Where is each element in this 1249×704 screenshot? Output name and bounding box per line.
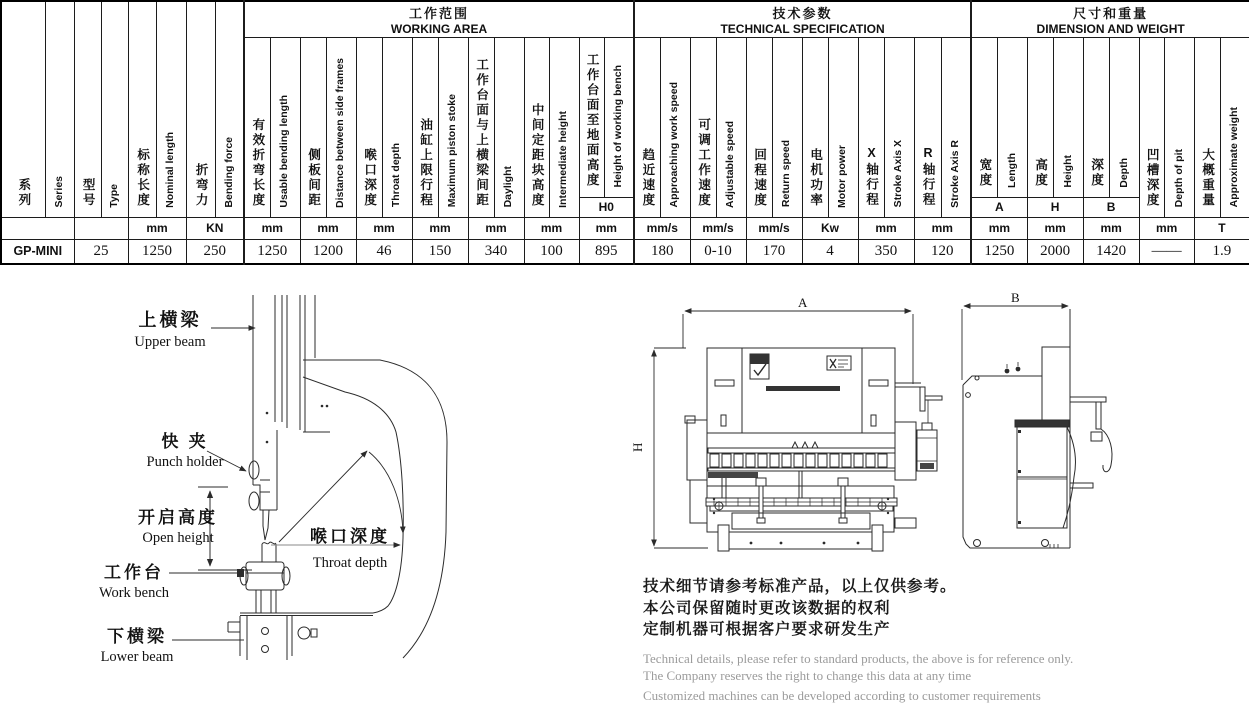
unit-cell: mm	[244, 217, 300, 239]
label-punch-holder: 快 夹 Punch holder	[146, 432, 224, 470]
col-header-cn: 趋近速度	[634, 37, 660, 217]
col-header-en: Approximate weight	[1220, 37, 1249, 217]
col-header-en: Daylight	[494, 37, 524, 217]
data-cell: 180	[634, 239, 690, 264]
data-cell: 2000	[1027, 239, 1083, 264]
note-cn: 定制机器可根据客户要求研发生产	[643, 621, 891, 638]
unit-cell: mm/s	[690, 217, 746, 239]
unit-cell: mm	[468, 217, 524, 239]
spec-table	[0, 0, 1249, 265]
front-view	[630, 295, 942, 551]
unit-cell: mm	[1139, 217, 1194, 239]
unit-cell: mm	[128, 217, 186, 239]
data-cell: 170	[746, 239, 802, 264]
data-cell: 46	[356, 239, 412, 264]
data-cell: 0-10	[690, 239, 746, 264]
col-header-cn: 侧板间距	[300, 37, 326, 217]
col-header-cn: 工作台面与上横梁间距	[468, 37, 494, 217]
data-cell: 350	[858, 239, 914, 264]
unit-cell: mm	[524, 217, 579, 239]
note-en: Technical details, please refer to standard products, the above is for reference only.	[643, 650, 1074, 666]
unit-cell: mm	[356, 217, 412, 239]
col-header-en: Approaching work speed	[660, 37, 690, 217]
unit-cell: mm	[858, 217, 914, 239]
group-header-dimension-weight: 尺寸和重量 DIMENSION AND WEIGHT	[971, 1, 1249, 37]
data-cell: 340	[468, 239, 524, 264]
machine-views-diagram	[630, 280, 1249, 580]
data-cell: 250	[186, 239, 244, 264]
col-header-en: Depth	[1109, 37, 1139, 197]
col-header-cn: 工作台面至地面高度	[579, 37, 604, 197]
col-header-en: Intermediate height	[549, 37, 579, 217]
data-cell: ——	[1139, 239, 1194, 264]
unit-cell: mm/s	[746, 217, 802, 239]
col-header-en: Stroke Axis R	[941, 37, 971, 217]
data-cell: 1200	[300, 239, 356, 264]
col-header-cn: 回程速度	[746, 37, 772, 217]
col-header-cn: 大概重量	[1194, 37, 1220, 217]
dim-letter-h: H	[630, 442, 645, 452]
col-header-en: Maximum piston stoke	[438, 37, 468, 217]
col-header-cn: 深度	[1083, 37, 1109, 197]
sub-header-h0: H0	[579, 197, 634, 217]
data-cell: 1250	[971, 239, 1027, 264]
col-header-en: Height	[1053, 37, 1083, 197]
col-header-cn: 油缸上限行程	[412, 37, 438, 217]
unit-cell	[1, 217, 74, 239]
col-header-en: Depth of pit	[1164, 37, 1194, 217]
data-cell: 120	[914, 239, 971, 264]
side-view	[962, 290, 1112, 548]
col-header-cn: 宽度	[971, 37, 997, 197]
unit-cell	[74, 217, 128, 239]
col-header-en: Type	[101, 1, 128, 217]
col-header-cn: 有效折弯长度	[244, 37, 270, 217]
col-header-en: Bending force	[215, 1, 244, 217]
label-work-bench: 工作台 Work bench	[98, 563, 170, 601]
data-cell: 895	[579, 239, 634, 264]
data-cell: 4	[802, 239, 858, 264]
unit-cell: mm	[971, 217, 1027, 239]
unit-cell: mm	[300, 217, 356, 239]
col-header-en: Throat depth	[382, 37, 412, 217]
unit-cell: mm	[1027, 217, 1083, 239]
col-header-en: Distance between side frames	[326, 37, 356, 217]
col-header-cn: 高度	[1027, 37, 1053, 197]
sub-header-b: B	[1083, 197, 1139, 217]
col-header-cn: 凹槽深度	[1139, 37, 1164, 217]
group-header-technical-specification: 技术参数 TECHNICAL SPECIFICATION	[634, 1, 971, 37]
label-open-height: 开启高度 Open height	[138, 508, 218, 546]
sub-header-a: A	[971, 197, 1027, 217]
col-header-en: Series	[45, 1, 74, 217]
data-cell: 150	[412, 239, 468, 264]
group-header-working-area: 工作范围 WORKING AREA	[244, 1, 634, 37]
col-header-en: Stroke Axis X	[884, 37, 914, 217]
col-header-en: Nominal length	[156, 1, 186, 217]
col-header-cn: 电机功率	[802, 37, 828, 217]
unit-cell: mm	[412, 217, 468, 239]
unit-cell: T	[1194, 217, 1249, 239]
col-header-cn: 折弯力	[186, 1, 215, 217]
col-header-en: Length	[997, 37, 1027, 197]
col-header-cn: 标称长度	[128, 1, 156, 217]
col-header-cn: R轴行程	[914, 37, 941, 217]
unit-cell: mm	[914, 217, 971, 239]
data-cell: 1250	[128, 239, 186, 264]
data-cell: 25	[74, 239, 128, 264]
col-header-en: Usable bending length	[270, 37, 300, 217]
data-cell: 1250	[244, 239, 300, 264]
data-cell-series: GP-MINI	[1, 239, 74, 264]
col-header-en: Height of working bench	[604, 37, 634, 197]
col-header-en: Return speed	[772, 37, 802, 217]
col-header-cn: 可调工作速度	[690, 37, 716, 217]
col-header-cn: 喉口深度	[356, 37, 382, 217]
sub-header-h: H	[1027, 197, 1083, 217]
throat-section-diagram	[0, 280, 500, 704]
unit-cell: Kw	[802, 217, 858, 239]
col-header-cn: 中间定距块高度	[524, 37, 549, 217]
disclaimer-notes	[643, 576, 1203, 704]
data-cell: 1.9	[1194, 239, 1249, 264]
unit-cell: KN	[186, 217, 244, 239]
col-header-en: Motor power	[828, 37, 858, 217]
dim-letter-b: B	[1011, 290, 1020, 305]
label-throat-depth: 喉口深度 Throat depth	[310, 527, 390, 571]
note-cn: 技术细节请参考标准产品，以上仅供参考。	[643, 578, 957, 595]
note-en: The Company reserves the right to change this data at any time	[643, 667, 972, 683]
col-header-en: Adjustable speed	[716, 37, 746, 217]
data-cell: 1420	[1083, 239, 1139, 264]
col-header-cn: 系列	[1, 1, 45, 217]
data-cell: 100	[524, 239, 579, 264]
unit-cell: mm/s	[634, 217, 690, 239]
label-lower-beam: 下横梁 Lower beam	[100, 627, 174, 665]
note-cn: 本公司保留随时更改该数据的权利	[643, 599, 891, 617]
col-header-cn: 型号	[74, 1, 101, 217]
col-header-cn: X轴行程	[858, 37, 884, 217]
unit-cell: mm	[579, 217, 634, 239]
dim-letter-a: A	[798, 295, 808, 310]
label-upper-beam: 上横梁 Upper beam	[134, 310, 206, 350]
unit-cell: mm	[1083, 217, 1139, 239]
note-en: Customized machines can be developed according to customer requirements	[643, 687, 1041, 703]
